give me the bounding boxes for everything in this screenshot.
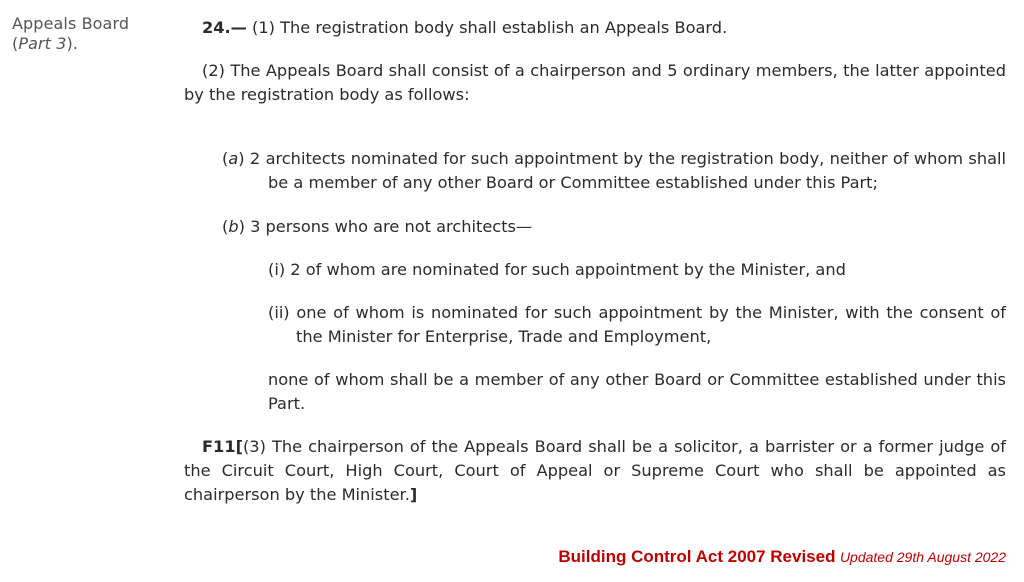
amendment-close: ] xyxy=(409,485,418,504)
marginal-note xyxy=(12,14,129,54)
marginal-note-ref-close: ). xyxy=(66,34,79,53)
footer-title: Building Control Act 2007 Revised xyxy=(558,547,836,566)
subsection-2: (2) The Appeals Board shall consist of a chairperson and 5 ordinary members, the latter appointed by the registration body as follows: xyxy=(184,61,1006,104)
marginal-note-ref: Part 3 xyxy=(18,34,67,53)
subparagraph-ii: (ii) one of whom is nominated for such appointment by the Minister, with the consent of the Minister for Enterprise, Trade and Employment, xyxy=(268,303,1006,346)
footer-updated: Updated 29th August 2022 xyxy=(839,549,1006,565)
section-body xyxy=(184,16,1006,507)
paragraph-b: (b) 3 persons who are not architects— xyxy=(222,217,533,236)
paragraph-a: (a) 2 architects nominated for such appointment by the registration body, neither of whom shall be a member of any other Board or Committee established under this Part; xyxy=(222,149,1006,192)
subsection-1-text: (1) The registration body shall establish an Appeals Board. xyxy=(246,18,728,37)
paragraph-b-tail: none of whom shall be a member of any other Board or Committee established under this Part. xyxy=(268,370,1006,413)
footer-caption xyxy=(558,547,1006,567)
marginal-note-reference xyxy=(12,34,129,54)
section-number: 24.— xyxy=(202,18,247,37)
subparagraph-i: (i) 2 of whom are nominated for such appointment by the Minister, and xyxy=(268,260,846,279)
marginal-note-ref-open: ( xyxy=(12,34,19,53)
paragraph-b-label: b xyxy=(228,217,239,236)
paragraph-a-label: a xyxy=(228,149,239,168)
paragraph-a-text: 2 architects nominated for such appointment by the registration body, neither of whom shall be a member of any other Board or Committee established under this Part; xyxy=(244,149,1006,192)
amendment-ref: F11[ xyxy=(202,437,243,456)
subsection-3-text: (3) The chairperson of the Appeals Board shall be a solicitor, a barrister or a former judge of the Circuit Court, High Court, Court of Appeal or Supreme Court who shall be appointed as chairperson by the Minister. xyxy=(184,437,1006,504)
marginal-note-title: Appeals Board xyxy=(12,14,130,33)
subsection-3 xyxy=(184,435,1006,507)
subsection-1 xyxy=(202,16,1006,40)
paragraph-b-text: 3 persons who are not architects— xyxy=(244,217,533,236)
